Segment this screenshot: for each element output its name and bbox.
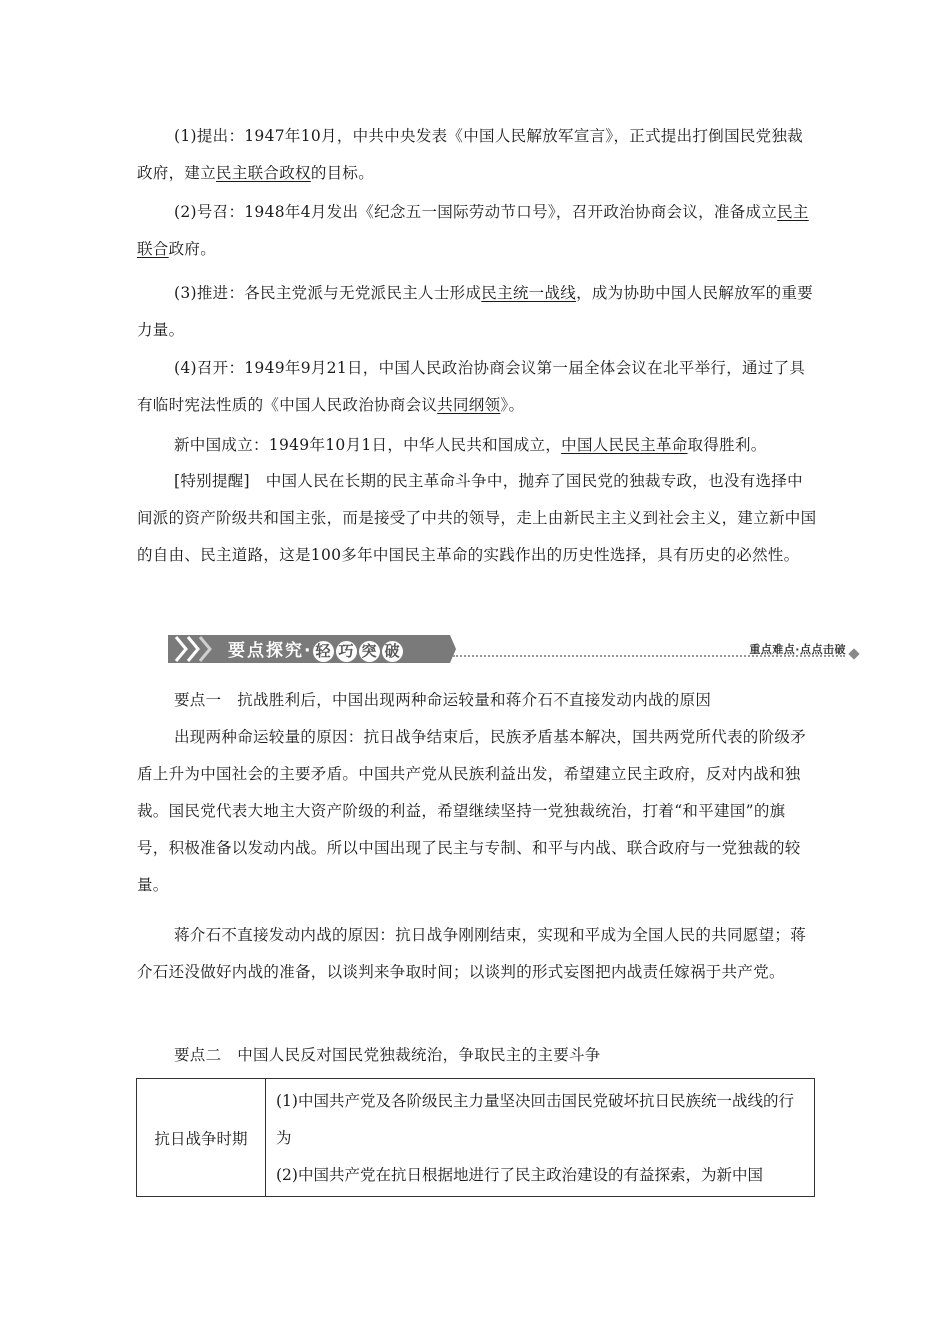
table-cell-line: (1)中国共产党及各阶级民主力量坚决回击国民党破坏抗日民族统一战线的行为: [276, 1092, 794, 1147]
text: 》。: [500, 396, 525, 414]
point1-paragraph-2: 蒋介石不直接发动内战的原因：抗日战争刚刚结束，实现和平成为全国人民的共同愿望；蒋介石还没做好内战的准备，以谈判来争取时间；以谈判的形式妄图把内战责任嫁祸于共产党。: [137, 926, 807, 981]
text: 新中国成立：1949年10月1日，中华人民共和国成立，: [174, 436, 562, 454]
text: 取得胜利。: [687, 436, 767, 454]
paragraph-call: [137, 194, 817, 268]
text: (4)召开：1949年9月21日，中国人民政治协商会议第一届全体会议在北平举行，通过了具有临时宪法性质的《中国人民政治协商会议: [137, 359, 806, 414]
paragraph-convene: [137, 350, 817, 424]
text: (3)推进：各民主党派与无党派民主人士形成: [174, 284, 482, 302]
diamond-icon: [848, 648, 859, 659]
text: ，成为协助中国人民解放军的重要力量。: [137, 284, 814, 339]
underlined-term: 民主联合: [137, 203, 809, 258]
text: 的目标。: [310, 164, 375, 182]
text: (2)号召：1948年4月发出《纪念五一国际劳动节口号》，召开政治协商会议，准备成立: [174, 203, 778, 221]
text: 政府。: [168, 240, 217, 258]
banner-title-text: 要点探究·: [228, 641, 313, 661]
table-cell-line: (2)中国共产党在抗日根据地进行了民主政治建设的有益探索，为新中国: [276, 1166, 763, 1184]
paragraph-founding: [137, 427, 817, 464]
point2-title: 要点二 中国人民反对国民党独裁统治，争取民主的主要斗争: [174, 1046, 601, 1064]
text: (1)提出：1947年10月，中共中央发表《中国人民解放军宣言》，正式提出打倒国民党独裁政府，建立: [137, 127, 804, 182]
section-banner: [168, 633, 858, 665]
banner-subtitle: 重点难点·点点击破: [749, 643, 846, 656]
underlined-term: 民主联合政权: [216, 164, 311, 182]
banner-char: 巧: [338, 642, 356, 660]
table-cell: [266, 1079, 815, 1197]
underlined-term: 民主统一战线: [481, 284, 577, 302]
banner-char: 突: [361, 642, 379, 660]
banner-char: 轻: [315, 642, 333, 660]
struggle-table: [136, 1078, 815, 1197]
point1-paragraph-1: 出现两种命运较量的原因：抗日战争结束后，民族矛盾基本解决，国共两党所代表的阶级矛盾上升为中国社会的主要矛盾。中国共产党从民族利益出发，希望建立民主政府，反对内战和独裁。国民党代表大地主大资产阶级的利益，希望继续坚持一党独裁统治，打着“和平建国”的旗号，积极准备以发动内战。所以中国出现了民主与专制、和平与内战、联合政府与一党独裁的较量。: [137, 728, 807, 894]
paragraph-advance: [137, 275, 817, 349]
table-row: [137, 1079, 815, 1197]
table-row-header: 抗日战争时期: [137, 1079, 266, 1197]
banner-char: 破: [384, 642, 402, 660]
banner-title: [228, 636, 404, 662]
point1-title: 要点一 抗战胜利后，中国出现两种命运较量和蒋介石不直接发动内战的原因: [174, 691, 712, 709]
underlined-term: 共同纲领: [437, 396, 501, 414]
underlined-term: 中国人民民主革命: [561, 436, 688, 454]
paragraph-special-reminder: [特别提醒] 中国人民在长期的民主革命斗争中，抛弃了国民党的独裁专政，也没有选择中间派的资产阶级共和国主张，而是接受了中共的领导，走上由新民主主义到社会主义，建立新中国的自由、民主道路，这是100多年中国民主革命的实践作出的历史性选择，具有历史的必然性。: [137, 472, 817, 564]
paragraph-proposal: [137, 118, 817, 192]
